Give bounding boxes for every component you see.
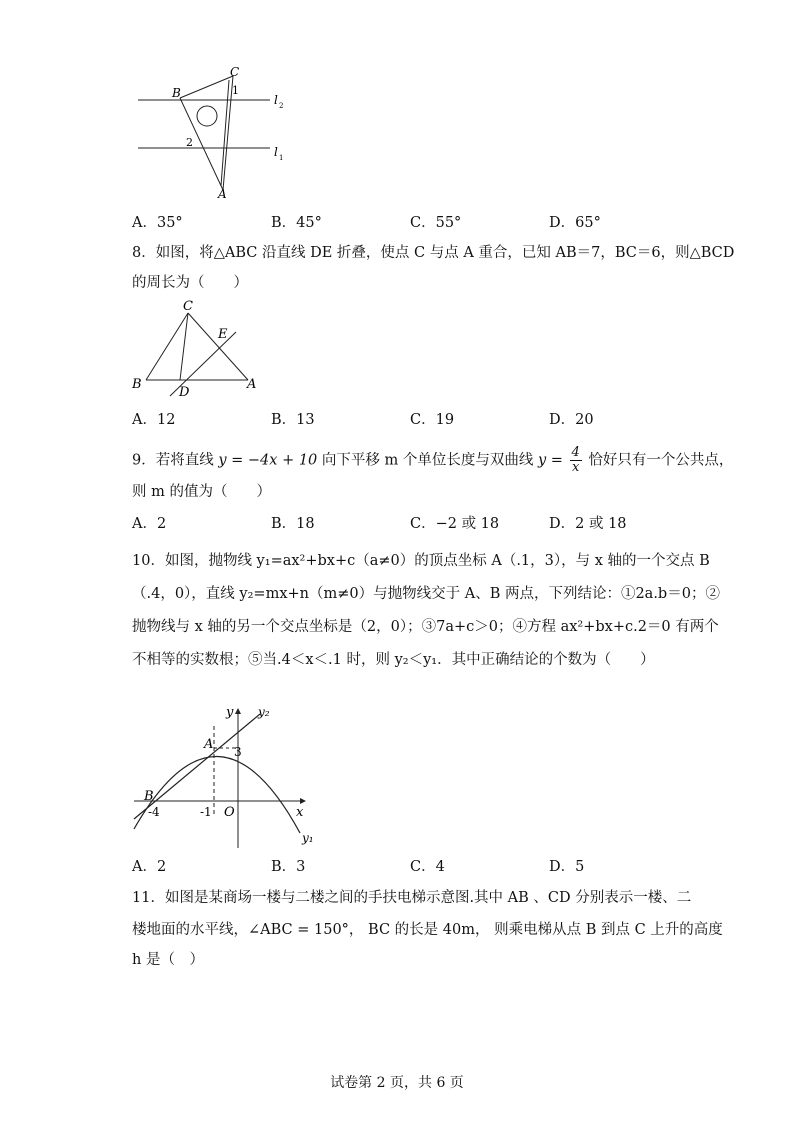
- q9-fraction: [570, 446, 582, 475]
- figure-q10: [128, 700, 328, 850]
- q9-hyperbola-lhs: y =: [537, 452, 563, 469]
- label-B: B: [172, 86, 181, 100]
- q9-option-b: B．18: [271, 516, 315, 532]
- label-y1: y₁: [302, 831, 314, 845]
- figure-q8: [128, 296, 268, 400]
- q8-option-c: C．19: [410, 412, 455, 428]
- hole-circle: [197, 106, 217, 126]
- q9-text-line2: 则 m 的值为（ ）: [132, 484, 271, 500]
- q9-option-c: C．−2 或 18: [410, 516, 500, 532]
- q9-option-a: A．2: [132, 516, 167, 532]
- q9-part2: 向下平移 m 个单位长度与双曲线: [321, 452, 534, 469]
- x-axis-arrow: [300, 798, 306, 804]
- figure-q7: [130, 64, 300, 202]
- q10-option-b: B．3: [271, 859, 306, 875]
- q9-option-d: D．2 或 18: [549, 516, 627, 532]
- q10-option-a: A．2: [132, 859, 167, 875]
- q9-fraction-numerator: 4: [571, 445, 580, 460]
- segment-BC: [180, 76, 233, 98]
- label-l2: l: [274, 93, 278, 107]
- q9-part1: 9．若将直线: [132, 452, 214, 469]
- q10-text-line4: 不相等的实数根；⑤当.4＜x＜.1 时，则 y₂＜y₁．其中正确结论的个数为（ ）: [132, 652, 655, 668]
- label-y2: y₂: [258, 705, 270, 719]
- y-axis-arrow: [235, 708, 241, 714]
- label-l2-sub: 2: [279, 102, 284, 110]
- q11-text-line1: 11．如图是某商场一楼与二楼之间的手扶电梯示意图.其中 AB 、CD 分别表示一楼、二: [132, 890, 692, 906]
- q7-option-c: C．55°: [410, 215, 462, 231]
- label-B: B: [144, 789, 154, 804]
- q10-text-line2: （.4，0），直线 y₂=mx+n（m≠0）与抛物线交于 A、B 两点，下列结论：①2a.b＝0；②: [132, 586, 720, 602]
- label-x: x: [296, 805, 304, 820]
- label-C: C: [183, 299, 193, 314]
- label-minus-1: -1: [200, 805, 212, 819]
- q7-option-a: A．35°: [132, 215, 183, 231]
- q8-text-line2: 的周长为（ ）: [132, 275, 248, 291]
- parabola-y1: [134, 756, 300, 833]
- label-B: B: [132, 377, 142, 392]
- q9-text-line1: [132, 445, 734, 475]
- q11-text-line3: h 是（ ）: [132, 952, 204, 968]
- label-C: C: [230, 65, 240, 79]
- q10-text-line3: 抛物线与 x 轴的另一个交点坐标是（2，0）；③7a+c＞0；④方程 ax²+bx+c.2＝0 有两个: [132, 619, 719, 635]
- q7-option-d: D．65°: [549, 215, 601, 231]
- q8-text-line1: 8．如图，将△ABC 沿直线 DE 折叠，使点 C 与点 A 重合，已知 AB＝7，BC＝6，则△BCD: [132, 245, 735, 261]
- label-A: A: [218, 187, 227, 201]
- q10-text-line1: 10．如图，抛物线 y₁=ax²+bx+c（a≠0）的顶点坐标 A（.1，3），与 x 轴的一个交点 B: [132, 553, 710, 569]
- q9-fraction-denominator: x: [572, 460, 580, 475]
- label-y: y: [226, 705, 234, 720]
- q9-part3: 恰好只有一个公共点，: [588, 452, 734, 469]
- label-minus-4: -4: [148, 805, 160, 819]
- page-footer: 试卷第 2 页，共 6 页: [330, 1075, 464, 1091]
- label-A: A: [247, 377, 257, 392]
- q8-option-a: A．12: [132, 412, 176, 428]
- q8-option-b: B．13: [271, 412, 315, 428]
- q7-option-b: B．45°: [271, 215, 322, 231]
- label-A: A: [204, 737, 214, 752]
- q11-text-line2: 楼地面的水平线，∠ABC = 150°， BC 的长是 40m， 则乘电梯从点 B 到点 C 上升的高度: [132, 922, 723, 938]
- label-1: 1: [232, 84, 239, 97]
- label-3: 3: [234, 745, 242, 759]
- label-E: E: [218, 327, 228, 342]
- label-l1: l: [274, 145, 278, 159]
- q9-line-equation: y = −4x + 10: [218, 452, 318, 469]
- q8-option-d: D．20: [549, 412, 594, 428]
- label-2: 2: [186, 136, 193, 149]
- label-l1-sub: 1: [279, 154, 284, 162]
- label-D: D: [179, 385, 190, 400]
- q10-option-d: D．5: [549, 859, 585, 875]
- label-O: O: [224, 805, 235, 820]
- q10-option-c: C．4: [410, 859, 445, 875]
